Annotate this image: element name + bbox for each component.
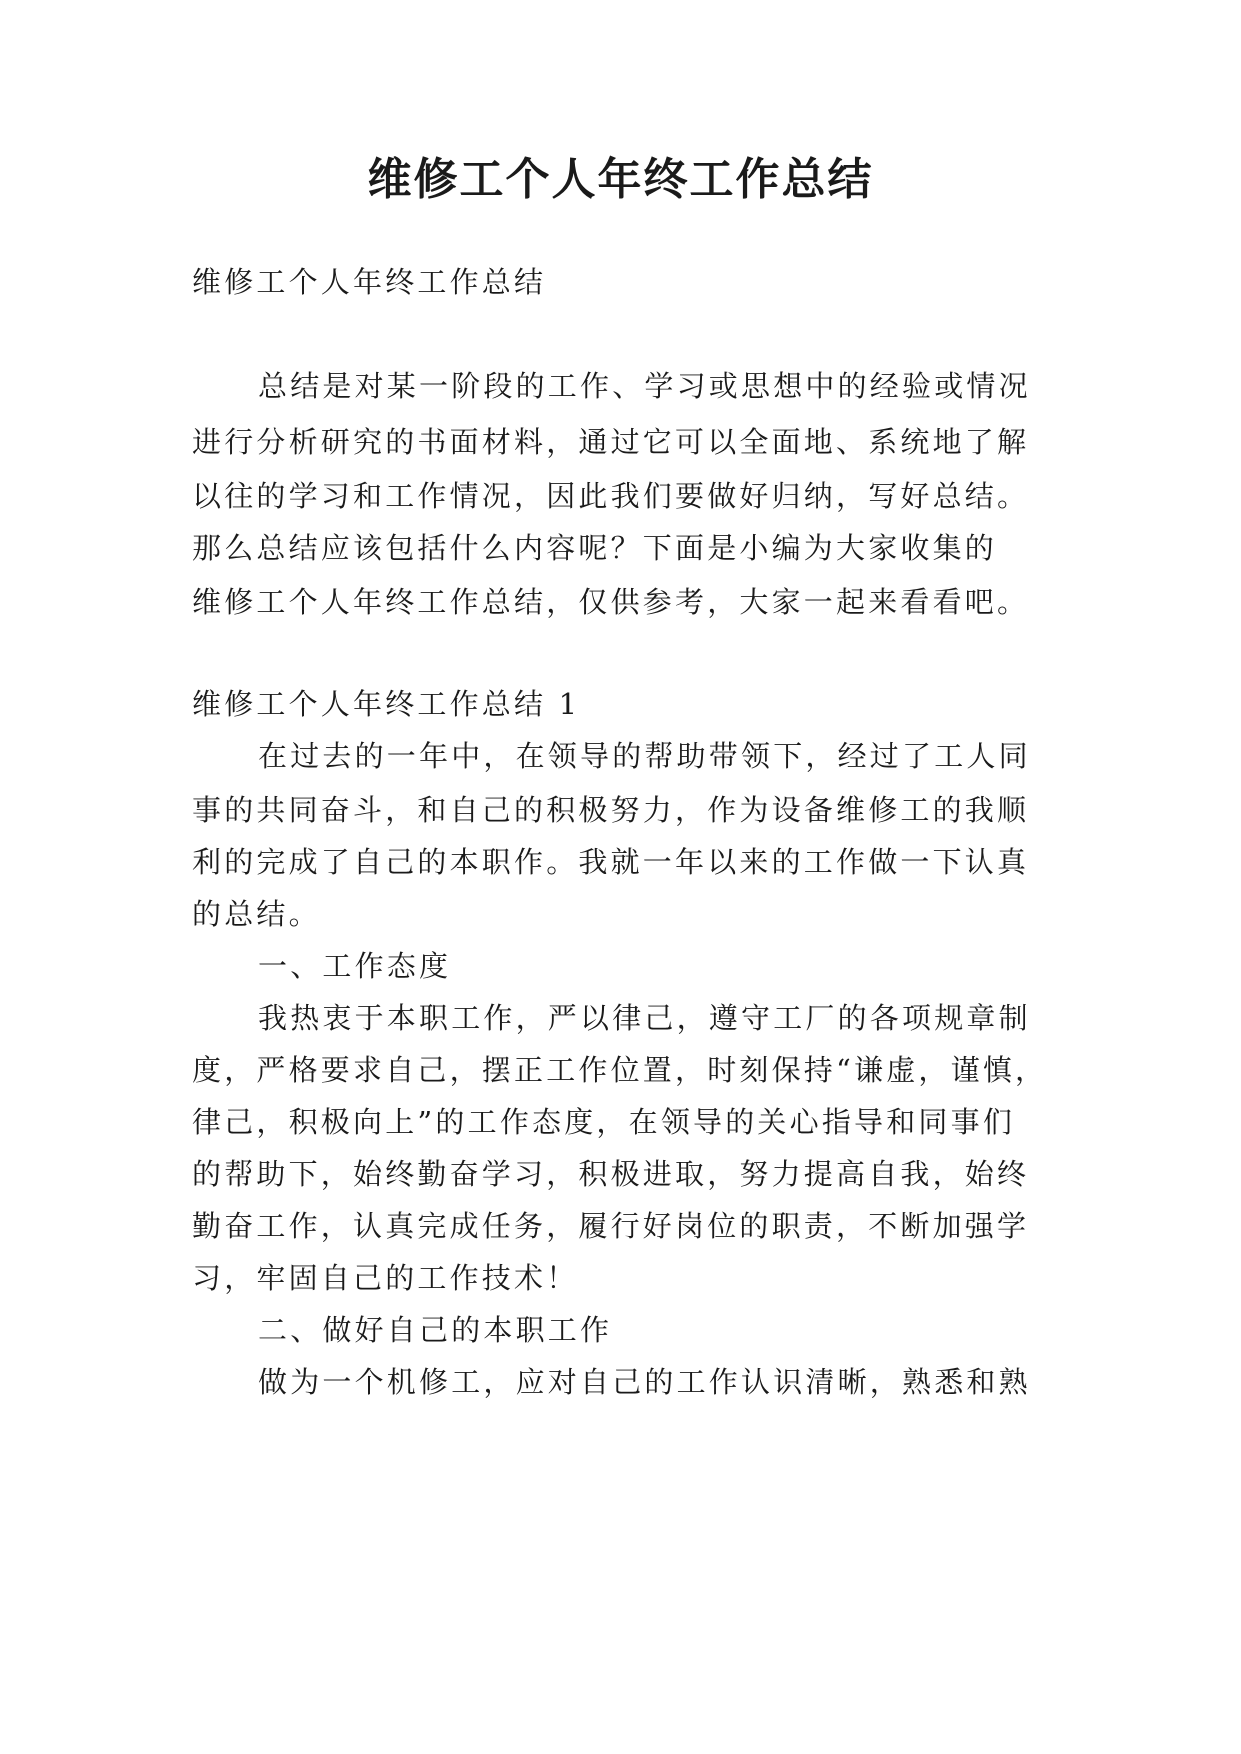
intro-line-4: 那么总结应该包括什么内容呢？下面是小编为大家收集的: [192, 531, 998, 565]
document-subtitle: 维修工个人年终工作总结: [192, 265, 547, 299]
attitude-line-1: 我热衷于本职工作，严以律己，遵守工厂的各项规章制: [258, 1001, 1031, 1035]
attitude-line-4: 的帮助下，始终勤奋学习，积极进取，努力提高自我，始终: [192, 1157, 1030, 1191]
attitude-line-3: 律己，积极向上”的工作态度，在领导的关心指导和同事们: [192, 1105, 1016, 1139]
intro-line-3: 以往的学习和工作情况，因此我们要做好归纳，写好总结。: [192, 479, 1030, 513]
section1-line-2: 事的共同奋斗，和自己的积极努力，作为设备维修工的我顺: [192, 793, 1030, 827]
heading-work-attitude: 一、工作态度: [258, 949, 452, 983]
intro-line-2: 进行分析研究的书面材料，通过它可以全面地、系统地了解: [192, 425, 1030, 459]
section1-heading: 维修工个人年终工作总结 1: [192, 687, 581, 721]
section1-line-1: 在过去的一年中，在领导的帮助带领下，经过了工人同: [258, 739, 1031, 773]
document-title: 维修工个人年终工作总结: [367, 154, 874, 205]
attitude-line-2: 度，严格要求自己，摆正工作位置，时刻保持“谦虚，谨慎，: [192, 1053, 1048, 1087]
attitude-line-6: 习，牢固自己的工作技术！: [192, 1261, 579, 1295]
heading-job-duty: 二、做好自己的本职工作: [258, 1313, 613, 1347]
attitude-line-5: 勤奋工作，认真完成任务，履行好岗位的职责，不断加强学: [192, 1209, 1030, 1243]
intro-line-1: 总结是对某一阶段的工作、学习或思想中的经验或情况: [258, 369, 1031, 403]
intro-line-5: 维修工个人年终工作总结，仅供参考，大家一起来看看吧。: [192, 585, 1030, 619]
duty-line-1: 做为一个机修工，应对自己的工作认识清晰，熟悉和熟: [258, 1365, 1031, 1399]
section1-line-4: 的总结。: [192, 897, 321, 931]
section1-line-3: 利的完成了自己的本职作。我就一年以来的工作做一下认真: [192, 845, 1030, 879]
